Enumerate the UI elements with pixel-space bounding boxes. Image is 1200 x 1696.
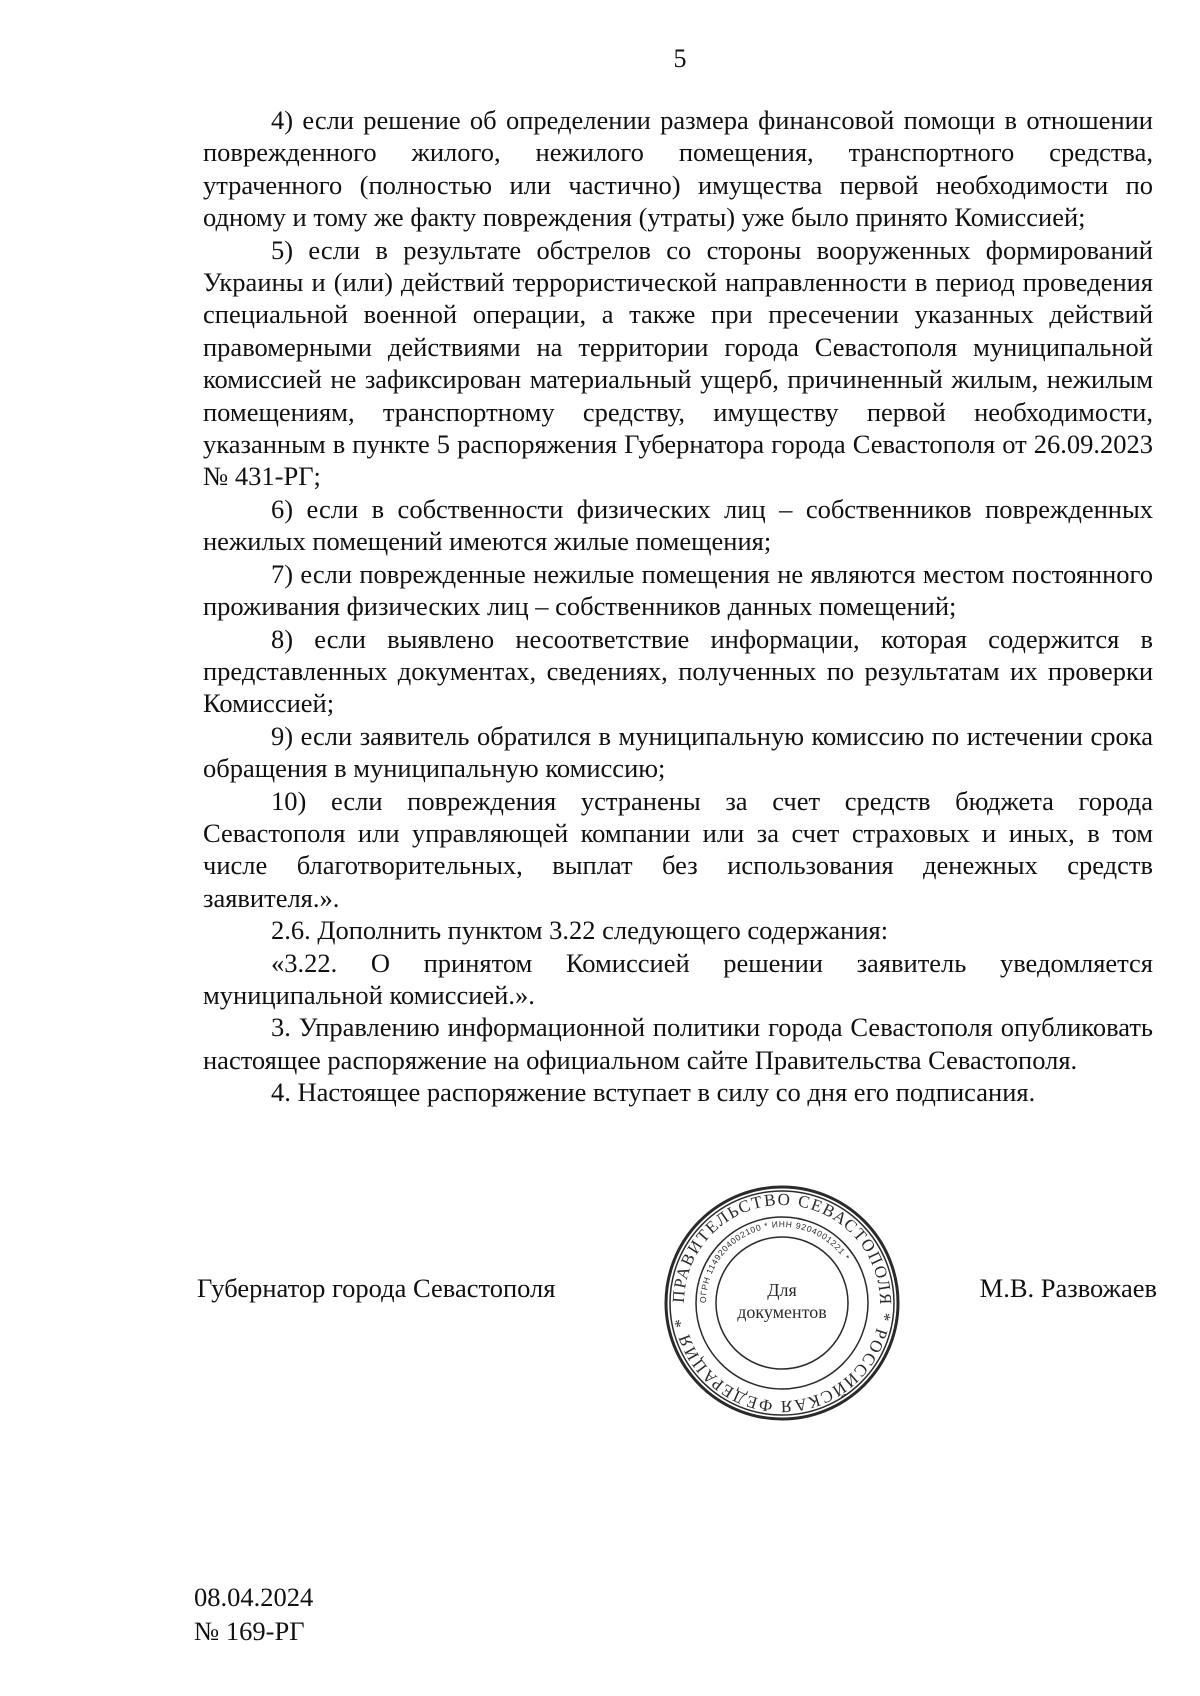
paragraph-3: 3. Управлению информационной политики города Севастополя опубликовать настоящее распоряжение на официальном сайте Правительства Севастополя. [203, 1012, 1153, 1075]
document-number: № 169-РГ [194, 1616, 305, 1646]
official-seal [662, 1183, 902, 1423]
paragraph-4: 4. Настоящее распоряжение вступает в силу со дня его подписания. [271, 1077, 1036, 1108]
signer-name: М.В. Развожаев [979, 1273, 1157, 1303]
paragraph-item-10: 10) если повреждения устранены за счет средств бюджета города Севастополя или управляющей компании или за счет страховых и иных, в том числе благотворительных, выплат без использования денежных средств заявителя.». [203, 785, 1153, 913]
paragraph-3-22: «3.22. О принятом Комиссией решении заявитель уведомляется муниципальной комиссией.». [203, 947, 1153, 1010]
document-body [203, 104, 1153, 1109]
document-date: 08.04.2024 [194, 1582, 314, 1612]
paragraph-item-6: 6) если в собственности физических лиц – собственников поврежденных нежилых помещений имеются жилые помещения; [203, 493, 1153, 557]
seal-center-line-2: документов [737, 1302, 827, 1322]
seal-inner-textpath: ОГРН 1149204002100 * ИНН 9204001221 * [697, 1218, 853, 1304]
document-meta [194, 1580, 313, 1648]
signer-title: Губернатор города Севастополя [197, 1273, 556, 1303]
paragraph-item-5: 5) если в результате обстрелов со стороны вооруженных формирований Украины и (или) действий террористической направленности в период проведения специальной военной операции, а также при пресечении указанных действий правомерными действиями на территории города Севастополя муниципальной комиссией не зафиксирован материальный ущерб, причиненный жилым, нежилым помещениям, транспортному средству, имуществу первой необходимости, указанным в пункте 5 распоряжения Губернатора города Севастополя от 26.09.2023 № 431-РГ; [203, 234, 1153, 492]
page-number: 5 [673, 44, 687, 73]
seal-center-line-1: Для [767, 1280, 797, 1300]
paragraph-2-6: 2.6. Дополнить пунктом 3.22 следующего содержания: [271, 915, 889, 946]
paragraph-item-7: 7) если поврежденные нежилые помещения не являются местом постоянного проживания физических лиц – собственников данных помещений; [203, 558, 1153, 622]
seal-outer-textpath: ПРАВИТЕЛЬСТВО СЕВАСТОПОЛЯ * РОССИЙСКАЯ ФЕДЕРАЦИЯ * [668, 1189, 896, 1417]
paragraph-item-8: 8) если выявлено несоответствие информации, которая содержится в представленных документах, сведениях, полученных по результатам их проверки Комиссией; [203, 623, 1153, 719]
paragraph-item-9: 9) если заявитель обратился в муниципальную комиссию по истечении срока обращения в муниципальную комиссию; [203, 720, 1153, 784]
paragraph-item-4: 4) если решение об определении размера финансовой помощи в отношении поврежденного жилого, нежилого помещения, транспортного средства, утраченного (полностью или частично) имущества первой необходимости по одному и тому же факту повреждения (утраты) уже было принято Комиссией; [203, 105, 1153, 233]
